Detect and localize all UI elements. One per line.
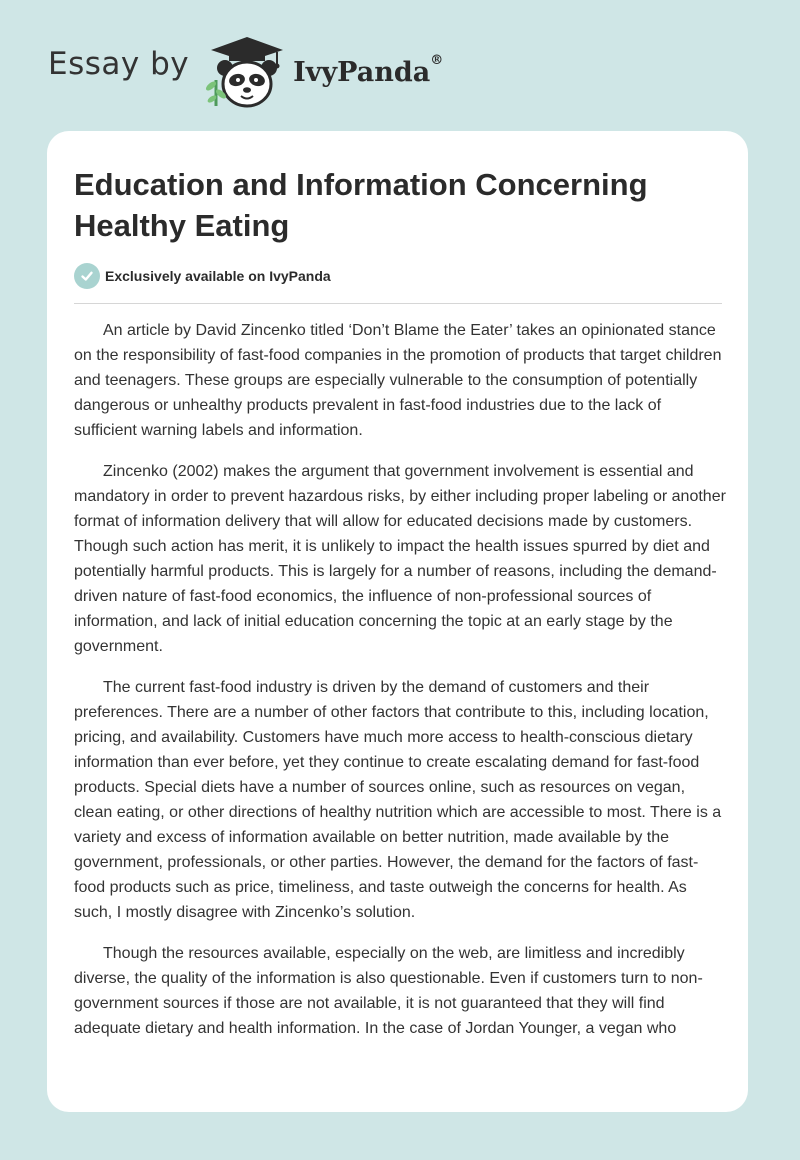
brand-prefix: Essay by [48,46,190,82]
brand-name: IvyPanda® [293,52,444,88]
paragraph: Though the resources available, especially on the web, are limitless and incredibly diverse, the quality of the information is also questionable. Even if customers turn to non-government sources if those are not available, it is not guaranteed that they will find adequate dietary and health information. In the case of Jordan Younger, a vegan who [74,945,703,1037]
paragraph: Zincenko (2002) makes the argument that government involvement is essential and mandatory in order to prevent hazardous risks, by either including proper labeling or another format of information delivery that will allow for educated decisions made by customers. Though such action has merit, it is unlikely to impact the health issues spurred by diet and potentially harmful products. This is largely for a number of reasons, including the demand-driven nature of fast-food economics, the influence of non-professional sources of information, and lack of initial education concerning the topic at an early stage by the government. [74,463,726,655]
site-header-brand[interactable] [48,34,443,110]
page-title: Education and Information Concerning Healthy Eating [74,167,648,243]
panda-graduate-icon [203,34,291,110]
check-circle-icon [74,263,100,289]
essay-card [47,131,748,1112]
paragraph: The current fast-food industry is driven by the demand of customers and their preferences. There are a number of other factors that contribute to this, including location, pricing, and availability. Customers have much more access to health-conscious dietary information than ever before, yet they continue to create escalating demand for fast-food products. Special diets have a number of sources online, such as resources on vegan, clean eating, or other directions of healthy nutrition which are accessible to most. There is a variety and excess of information available on better nutrition, made available by the government, professionals, or other parties. However, the demand for the factors of fast-food products such as price, timeliness, and taste outweigh the concerns for health. As such, I mostly disagree with Zincenko’s solution. [74,679,722,921]
divider [74,303,722,304]
registered-mark: ® [430,52,444,68]
badge-text: Exclusively available on IvyPanda [105,268,331,284]
essay-body [74,318,726,1057]
exclusive-badge [74,263,331,289]
paragraph: An article by David Zincenko titled ‘Don’t Blame the Eater’ takes an opinionated stance on the responsibility of fast-food companies in the promotion of products that target children and teenagers. These groups are especially vulnerable to the consumption of potentially dangerous or unhealthy products prevalent in fast-food industries due to the lack of sufficient warning labels and information. [74,322,722,439]
